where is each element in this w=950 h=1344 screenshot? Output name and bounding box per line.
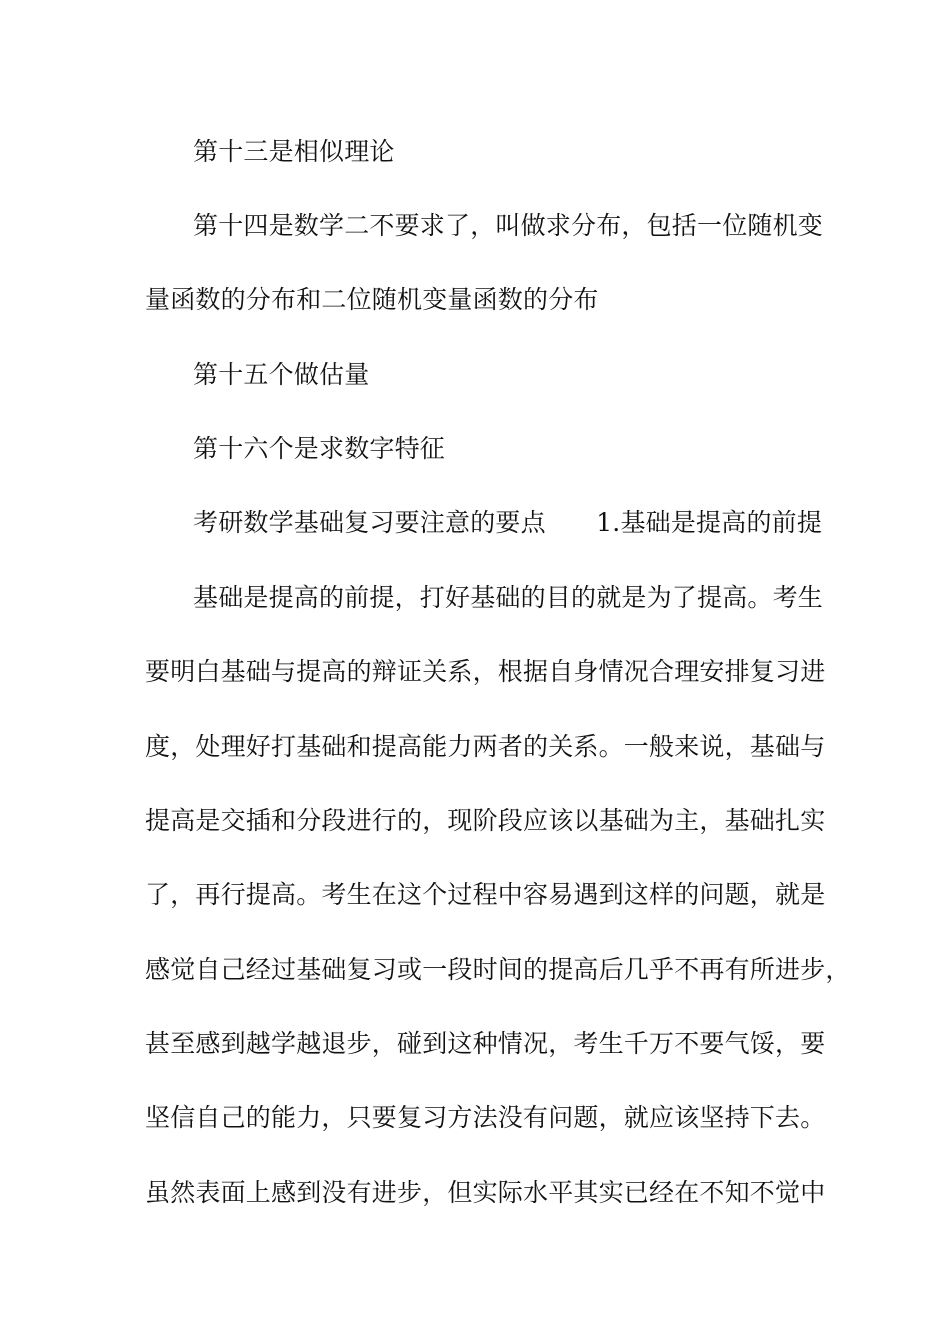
text-line-4: 第十五个做估量 <box>193 360 370 389</box>
text-line-1: 第十三是相似理论 <box>193 137 395 166</box>
text-line-11: 了，再行提高。考生在这个过程中容易遇到这样的问题，就是 <box>145 880 826 909</box>
text-line-5: 第十六个是求数字特征 <box>193 434 446 463</box>
text-line-12: 感觉自己经过基础复习或一段时间的提高后几乎不再有所进步， <box>145 955 851 984</box>
text-line-13: 甚至感到越学越退步，碰到这种情况，考生千万不要气馁，要 <box>145 1029 826 1058</box>
text-line-8: 要明白基础与提高的辩证关系，根据自身情况合理安排复习进 <box>145 657 826 686</box>
text-line-2: 第十四是数学二不要求了，叫做求分布，包括一位随机变 <box>193 211 824 240</box>
text-line-6: 考研数学基础复习要注意的要点 1.基础是提高的前提 <box>193 508 823 537</box>
text-line-7: 基础是提高的前提，打好基础的目的就是为了提高。考生 <box>193 583 824 612</box>
text-line-15: 虽然表面上感到没有进步，但实际水平其实已经在不知不觉中 <box>145 1178 826 1207</box>
text-line-9: 度，处理好打基础和提高能力两者的关系。一般来说，基础与 <box>145 732 826 761</box>
text-line-3: 量函数的分布和二位随机变量函数的分布 <box>145 285 599 314</box>
text-line-10: 提高是交插和分段进行的，现阶段应该以基础为主，基础扎实 <box>145 806 826 835</box>
text-line-14: 坚信自己的能力，只要复习方法没有问题，就应该坚持下去。 <box>145 1103 826 1132</box>
